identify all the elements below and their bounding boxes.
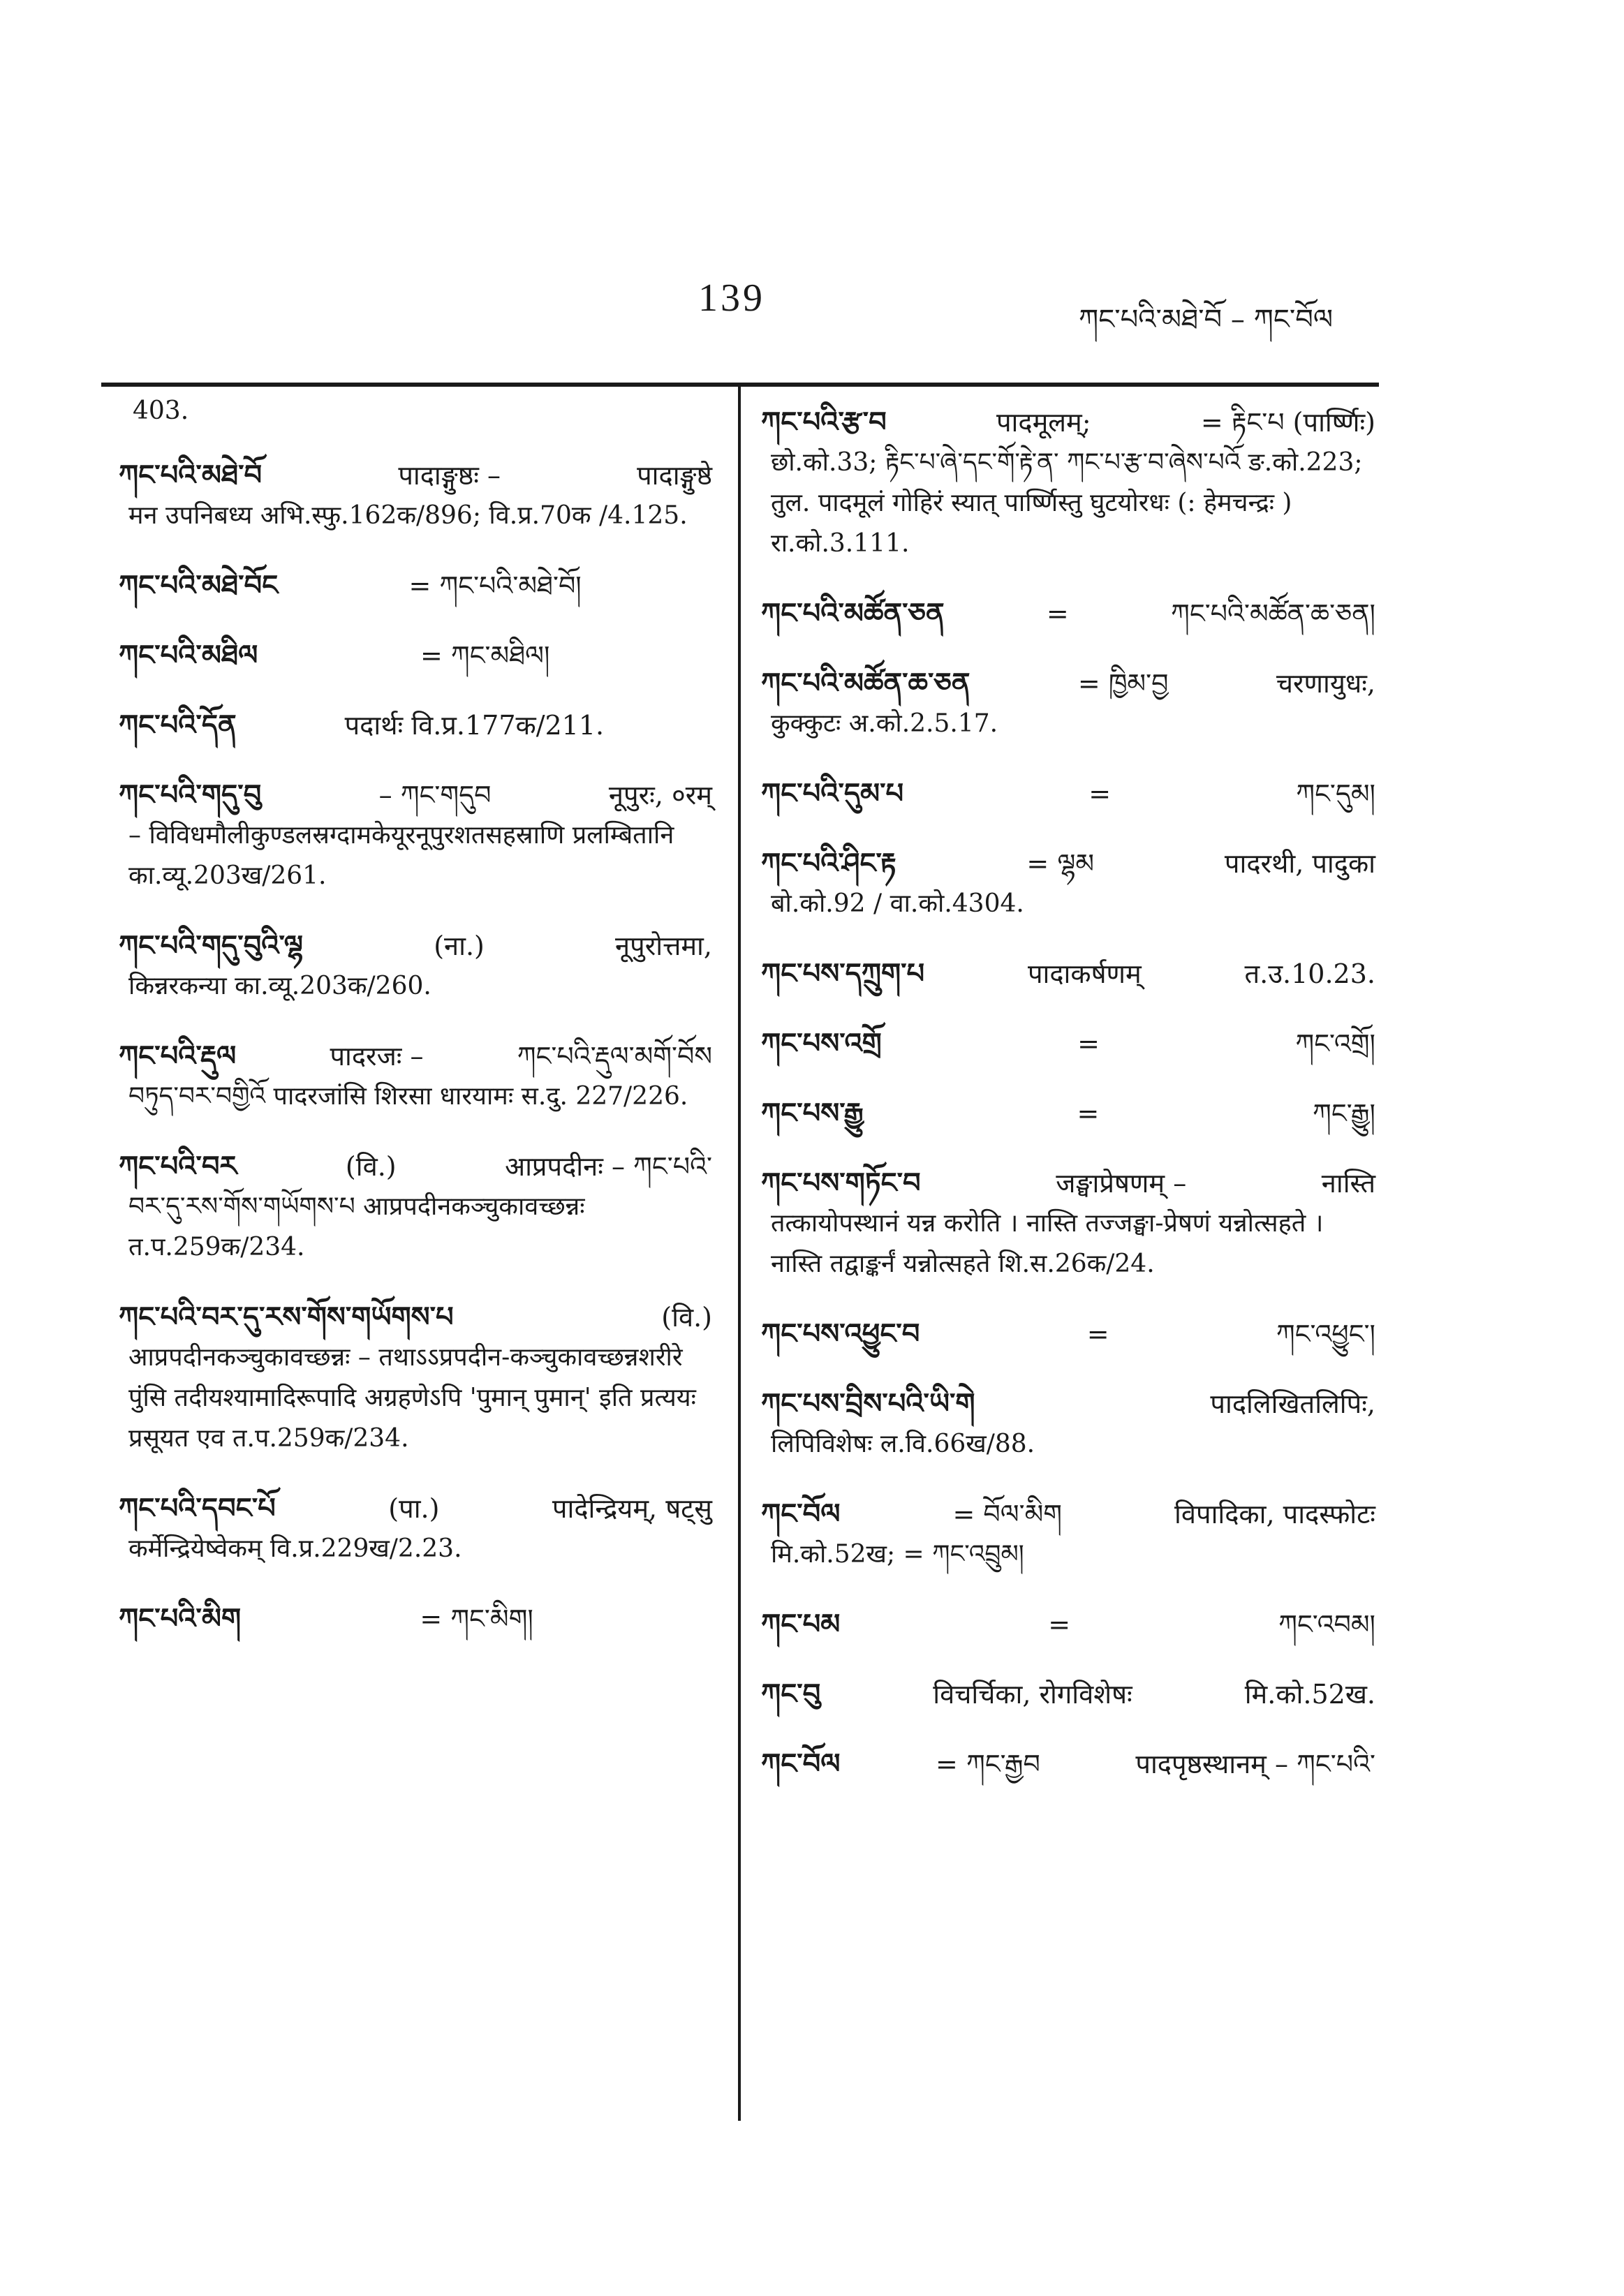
definition: = (1048, 1609, 1071, 1640)
headword: ཀང་བོལ (761, 1497, 841, 1530)
running-head: ཀང་པའི་མཐེ་བོ – ཀང་བོལ (1079, 304, 1334, 336)
definition: = ཀང་རྒྱབ (936, 1749, 1040, 1779)
headword: ཀང་པམ (761, 1608, 841, 1640)
definition-right: (वि.) (661, 1302, 712, 1333)
headword: ཀང་པའི་མཐིལ (119, 639, 258, 672)
entry-headline (761, 1494, 1375, 1534)
definition-right: नूपुरोत्तमा, (615, 931, 712, 961)
definition-right: चरणायुधः, (1276, 668, 1375, 699)
headword: ཀང་པའི་བར་དུ་རས་གོས་གཡོགས་པ (119, 1301, 454, 1333)
dictionary-entry (119, 1297, 712, 1459)
entry-body: तत्कायोपस्थानं यन्न करोति । नास्ति तज्जङ्घा-प्रेषणं यन्नोत्सहते । नास्ति तद्वाङ्कर्नं यन्नोत्सहते शि.स.26क/24. (771, 1209, 1324, 1278)
headword: ཀང་པའི་དོན (119, 709, 237, 741)
entry-headline (761, 593, 1375, 634)
entry-headline (761, 1744, 1375, 1784)
definition-right: ཀང་པའི་མཚོན་ཆ་ཅན། (1171, 598, 1375, 629)
dictionary-entry (761, 773, 1375, 814)
dictionary-entry (761, 1163, 1375, 1284)
definition-right: नूपुरः, ०रम् (608, 780, 712, 810)
entry-headline (119, 565, 712, 606)
entry-headline (119, 635, 712, 676)
definition: = ཀང་པའི་མཐེ་བོ། (408, 570, 582, 601)
headword: ཀང་པའི་རྡུལ (119, 1039, 237, 1072)
definition: पादाकर्षणम् (1027, 958, 1142, 989)
headword: ཀང་པའི་གདུ་བུའི་ལྷ (119, 929, 304, 962)
entry-body: कुक्कुटः अ.को.2.5.17. (771, 709, 998, 738)
definition: विचर्चिका, रोगविशेषः (933, 1679, 1132, 1710)
entry-headline (119, 705, 712, 746)
headword: ཀང་པའི་མིག (119, 1602, 242, 1635)
entry-headline (761, 773, 1375, 814)
dictionary-entry (119, 455, 712, 536)
definition-right: मि.को.52ख. (1244, 1679, 1375, 1710)
headword: ཀང་པས་རྒྱུ (761, 1097, 864, 1130)
definition-right: पादेन्द्रियम्, षट्सु (552, 1493, 712, 1524)
entry-headline (761, 1023, 1375, 1064)
entry-body: कर्मेन्द्रियेष्वेकम् वि.प्र.229ख/2.23. (128, 1534, 462, 1563)
entry-body: བར་དུ་རས་གོས་གཡོགས་པ आप्रपदीनकञ्चुकावच्छन्नः त.प.259क/234. (128, 1192, 585, 1261)
left-column (119, 391, 712, 1668)
definition: = (1077, 1098, 1100, 1129)
entry-headline (761, 843, 1375, 884)
definition: = བོལ་མིག (952, 1499, 1063, 1530)
dictionary-entry (119, 565, 712, 606)
dictionary-entry (119, 635, 712, 676)
definition-right: पादाङ्गुष्ठे (637, 460, 712, 491)
dictionary-entry (761, 1604, 1375, 1645)
definition-right: पादलिखितलिपिः, (1210, 1388, 1375, 1419)
definition-right: ཀང་འབམ། (1278, 1609, 1375, 1640)
dictionary-entry (119, 1488, 712, 1569)
entry-body: मन उपनिबध्य अभि.स्फु.162क/896; वि.प्र.70क /4.125. (128, 501, 688, 530)
dictionary-entry (761, 1494, 1375, 1575)
dictionary-entry (761, 1314, 1375, 1354)
dictionary-entry (761, 402, 1375, 564)
dictionary-entry (761, 593, 1375, 634)
headword: ཀང་པའི་ཤིང་རྟ (761, 847, 896, 880)
right-entry-list (761, 402, 1375, 1784)
dictionary-entry (761, 954, 1375, 994)
definition-right: पादरथी, पादुका (1224, 848, 1375, 879)
entry-headline (761, 663, 1375, 704)
definition: = ལྷམ (1026, 848, 1095, 879)
definition: = (1046, 598, 1069, 629)
headword: ཀང་པའི་རྩ་བ (761, 406, 887, 438)
entry-body: – विविधमौलीकुण्डलस्रग्दामकेयूरनूपुरशतसहस्राणि प्रलम्बितानि का.व्यू.203ख/261. (128, 821, 674, 890)
headword: ཀང་པས་གཏོང་བ (761, 1166, 921, 1199)
definition: = ཀང་མཐིལ། (420, 640, 550, 671)
definition: पादमूलम्; (996, 407, 1091, 438)
definition: पदार्थः वि.प्र.177क/211. (344, 710, 605, 741)
entry-body: བཏུད་བར་བགྱིའོ पादरजांसि शिरसा धारयामः स.दु. 227/226. (128, 1082, 688, 1111)
dictionary-entry (119, 1146, 712, 1268)
definition-right: ཀང་འཕྱུང་། (1276, 1319, 1375, 1349)
entry-headline (761, 1093, 1375, 1134)
headword: ཀང་པའི་མཚོན་ཅན (761, 597, 945, 630)
entry-headline (119, 775, 712, 815)
definition-right: ཀང་རྒྱུ། (1313, 1098, 1375, 1129)
headword: ཀང་པའི་མཐེ་བོང (119, 569, 279, 602)
headword: ཀང་པས་བྲིས་པའི་ཡི་གེ (761, 1387, 975, 1420)
definition: = (1088, 778, 1112, 809)
headword: ཀང་པའི་མཐེ་བོ (119, 459, 263, 491)
headword: ཀང་པའི་དབང་པོ (119, 1492, 276, 1525)
definition-right: त.उ.10.23. (1244, 958, 1375, 989)
entry-body: लिपिविशेषः ल.वि.66ख/88. (771, 1430, 1035, 1458)
dictionary-entry (119, 1599, 712, 1639)
entry-headline (761, 1384, 1375, 1424)
entry-headline (119, 1297, 712, 1338)
entry-headline (119, 455, 712, 496)
entry-headline (761, 402, 1375, 443)
headword: ཀང་པའི་དུམ་པ (761, 777, 904, 810)
definition-right: ཀང་འགྲོ། (1295, 1028, 1375, 1059)
dictionary-entry (761, 1093, 1375, 1134)
entry-body: आप्रपदीनकञ्चुकावच्छन्नः – तथाऽऽप्रपदीन-कञ्चुकावच्छन्नशरीरे पुंसि तदीयश्यामादिरूपादि अग्रहणेऽपि 'पुमान् पुमान्' इति प्रत्ययः प्रसूयत एव त.प.259क/234. (128, 1343, 696, 1453)
dictionary-entry (761, 1023, 1375, 1064)
left-entry-list (119, 455, 712, 1639)
definition-right: = རྟིང་པ (पार्ष्णिः) (1200, 407, 1375, 438)
page-number: 139 (698, 276, 765, 320)
headword: ཀང་པས་འཕྱུང་བ (761, 1317, 920, 1350)
definition-right: ཀང་དུམ། (1296, 778, 1375, 809)
definition-right: आप्रपदीनः – ཀང་པའི་ (505, 1151, 712, 1182)
entry-body: छो.को.33; རྟིང་པ་ཞེ་དང་གོ་རྟེ་ན་ ཀང་པ་རྩ་བ་ཞེས་པའོ ङ.को.223; तुल. पादमूलं गोहिरं स्यात् पार्ष्णिस्तु घुटयोरधः (: हेमचन्द्रः ) रा.को.3.111. (771, 448, 1363, 558)
headword: ཀང་པའི་མཚོན་ཆ་ཅན (761, 667, 970, 699)
headword: ཀང་པས་དཀྲུག་པ (761, 957, 925, 990)
entry-headline (119, 1599, 712, 1639)
headword: ཀང་པས་འགྲོ (761, 1027, 882, 1060)
continuation-text: 403. (133, 397, 189, 425)
headword: ཀང་པའི་བར (119, 1150, 237, 1183)
definition: = ཁྱིམ་བྱ (1077, 668, 1169, 699)
entry-headline (119, 926, 712, 966)
dictionary-entry (761, 1384, 1375, 1465)
definition-right: विपादिका, पादस्फोटः (1174, 1499, 1375, 1530)
dictionary-entry (761, 663, 1375, 744)
dictionary-entry (761, 1744, 1375, 1784)
entry-headline (761, 1163, 1375, 1203)
definition: = ཀང་མིག། (420, 1604, 533, 1634)
definition: पादाङ्गुष्ठः – (398, 460, 501, 491)
entry-headline (119, 1036, 712, 1076)
definition-right: ཀང་པའི་རྡུལ་མགོ་བོས (517, 1041, 712, 1072)
entry-headline (119, 1488, 712, 1529)
headword: ཀང་བུ (761, 1677, 821, 1710)
definition: = (1086, 1319, 1109, 1349)
dictionary-entry (761, 843, 1375, 924)
definition: = (1077, 1028, 1100, 1059)
entry-body: मि.को.52ख; = ཀང་འབྲུམ། (771, 1540, 1024, 1569)
definition: जङ्घाप्रेषणम् – (1056, 1168, 1187, 1199)
definition: (पा.) (388, 1493, 440, 1524)
column-divider (738, 383, 741, 2121)
definition: (ना.) (434, 931, 485, 961)
definition-right: पादपृष्ठस्थानम् – ཀང་པའི་ (1135, 1749, 1375, 1779)
entry-headline (761, 954, 1375, 994)
entry-headline (761, 1674, 1375, 1714)
headword: ཀང་བོལ (761, 1747, 841, 1780)
definition-right: नास्ति (1321, 1168, 1375, 1199)
headword: ཀང་པའི་གདུ་བུ (119, 778, 262, 811)
entry-headline (761, 1314, 1375, 1354)
definition: पादरजः – (330, 1041, 424, 1072)
dictionary-entry (119, 705, 712, 746)
dictionary-entry (119, 926, 712, 1007)
dictionary-entry (119, 775, 712, 896)
entry-body: बो.को.92 / वा.को.4304. (771, 889, 1024, 918)
entry-headline (119, 1146, 712, 1187)
entry-body: किन्नरकन्या का.व्यू.203क/260. (128, 972, 431, 1000)
definition: (वि.) (345, 1151, 397, 1182)
right-column (761, 391, 1375, 1814)
dictionary-entry (119, 1036, 712, 1117)
dictionary-entry (761, 1674, 1375, 1714)
entry-headline (761, 1604, 1375, 1645)
definition: – ཀང་གདུབ (378, 780, 492, 810)
